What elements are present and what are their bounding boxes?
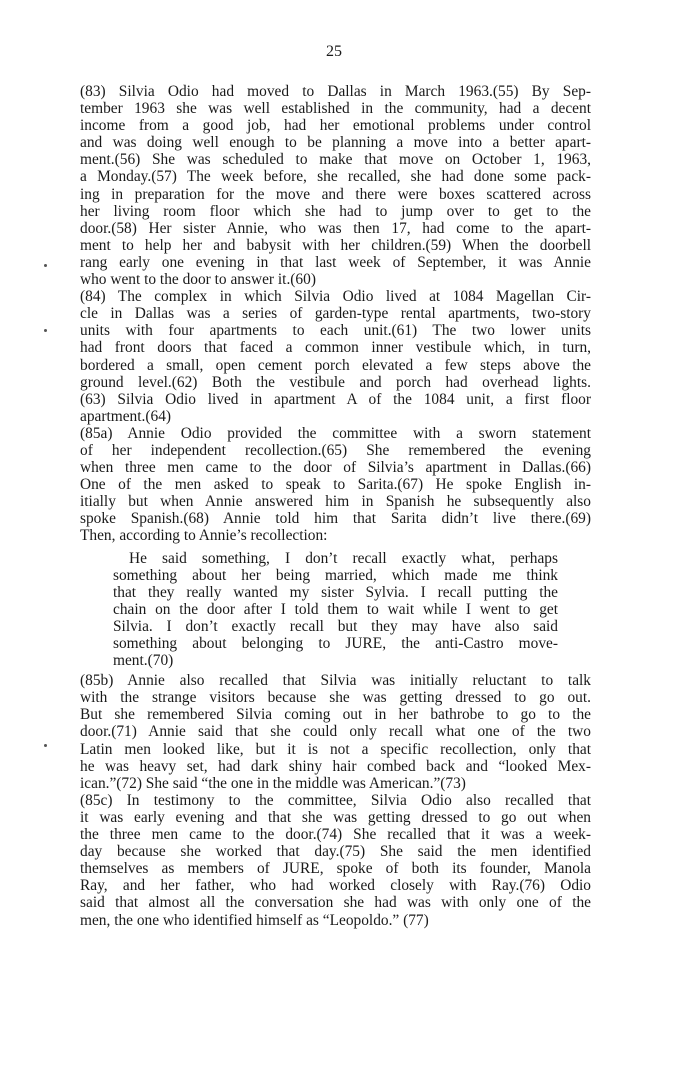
- text-line: Then, according to Annie’s recollection:: [80, 527, 328, 545]
- text-line: Silvia. I don’t exactly recall but they may have also said: [113, 617, 558, 635]
- page-number: 25: [326, 43, 342, 60]
- text-line: themselves as members of JURE, spoke of both its founder, Manola: [80, 860, 591, 878]
- text-line: (85c) In testimony to the committee, Silvia Odio also recalled that: [80, 791, 591, 809]
- paragraph-83: [80, 83, 591, 288]
- text-line: itially but when Annie answered him in Spanish he subsequently also: [80, 493, 591, 511]
- document-body: [80, 83, 591, 929]
- text-line: spoke Spanish.(68) Annie told him that Sarita didn’t live there.(69): [80, 510, 591, 528]
- text-line: that they really wanted my sister Sylvia. I recall putting the: [113, 583, 558, 601]
- text-line: But she remembered Silvia coming out in her bathrobe to go to the: [80, 706, 591, 724]
- text-line: bordered a small, open cement porch elevated a few steps above the: [80, 356, 591, 374]
- text-line: when three men came to the door of Silvia’s apartment in Dallas.(66): [80, 459, 591, 477]
- text-line: had front doors that faced a common inner vestibule which, in turn,: [80, 339, 591, 357]
- text-line: rang early one evening in that last week of September, it was Annie: [80, 253, 591, 271]
- paragraph-84: [80, 288, 591, 425]
- text-line: One of the men asked to speak to Sarita.(67) He spoke English in-: [80, 476, 591, 494]
- paragraph-85b: [80, 672, 591, 792]
- paragraph-85c: [80, 792, 591, 929]
- text-line: chain on the door after I told them to wait while I went to get: [113, 600, 558, 618]
- text-line: door.(58) Her sister Annie, who was then 17, had come to the apart-: [80, 219, 591, 237]
- text-line: ground level.(62) Both the vestibule and porch had overhead lights.: [80, 373, 591, 391]
- text-line: who went to the door to answer it.(60): [80, 271, 316, 289]
- text-line: and was doing well enough to be planning a move into a better apart-: [80, 134, 591, 152]
- text-line: said that almost all the conversation she had was with only one of the: [80, 894, 591, 912]
- text-line: (85b) Annie also recalled that Silvia was initially reluctant to talk: [80, 672, 591, 690]
- text-line: ment to help her and babysit with her children.(59) When the doorbell: [80, 236, 591, 254]
- text-line: of her independent recollection.(65) She remembered the evening: [80, 441, 591, 459]
- text-line: tember 1963 she was well established in the community, had a decent: [80, 100, 591, 118]
- text-line: Ray, and her father, who had worked closely with Ray.(76) Odio: [80, 877, 591, 895]
- scan-speck: [44, 744, 47, 747]
- text-line: (84) The complex in which Silvia Odio lived at 1084 Magellan Cir-: [80, 288, 591, 306]
- text-line: (85a) Annie Odio provided the committee with a sworn statement: [80, 424, 591, 442]
- block-quote: [113, 550, 558, 670]
- text-line: cle in Dallas was a series of garden-type rental apartments, two-story: [80, 305, 591, 323]
- text-line: door.(71) Annie said that she could only recall what one of the two: [80, 723, 591, 741]
- text-line: (83) Silvia Odio had moved to Dallas in March 1963.(55) By Sep-: [80, 83, 591, 100]
- paragraph-85a: [80, 425, 591, 545]
- text-line: units with four apartments to each unit.(61) The two lower units: [80, 322, 591, 340]
- text-line: day because she worked that day.(75) She said the men identified: [80, 843, 591, 861]
- text-line: it was early evening and that she was getting dressed to go out when: [80, 808, 591, 826]
- text-line: apartment.(64): [80, 407, 172, 425]
- text-line: He said something, I don’t recall exactly what, perhaps: [129, 549, 558, 567]
- text-line: with the strange visitors because she was getting dressed to go out.: [80, 689, 591, 707]
- text-line: ment.(70): [113, 652, 174, 670]
- text-line: Latin men looked like, but it is not a specific recollection, only that: [80, 740, 591, 758]
- scan-speck: [44, 329, 47, 332]
- text-line: he was heavy set, had dark shiny hair combed back and “looked Mex-: [80, 757, 591, 775]
- text-line: ment.(56) She was scheduled to make that move on October 1, 1963,: [80, 151, 591, 169]
- text-line: her living room floor which she had to jump over to get to the: [80, 202, 591, 220]
- text-line: the three men came to the door.(74) She recalled that it was a week-: [80, 826, 591, 844]
- text-line: (63) Silvia Odio lived in apartment A of the 1084 unit, a first floor: [80, 390, 591, 408]
- text-line: ican.”(72) She said “the one in the middle was American.”(73): [80, 774, 466, 792]
- scan-speck: [44, 264, 47, 267]
- text-line: something about her being married, which made me think: [113, 566, 558, 584]
- text-line: something about belonging to JURE, the anti-Castro move-: [113, 635, 558, 652]
- text-line: men, the one who identified himself as “Leopoldo.” (77): [80, 911, 429, 929]
- text-line: ing in preparation for the move and there were boxes scattered across: [80, 185, 591, 203]
- text-line: a Monday.(57) The week before, she recalled, she had done some pack-: [80, 168, 591, 186]
- text-line: income from a good job, had her emotional problems under control: [80, 117, 591, 135]
